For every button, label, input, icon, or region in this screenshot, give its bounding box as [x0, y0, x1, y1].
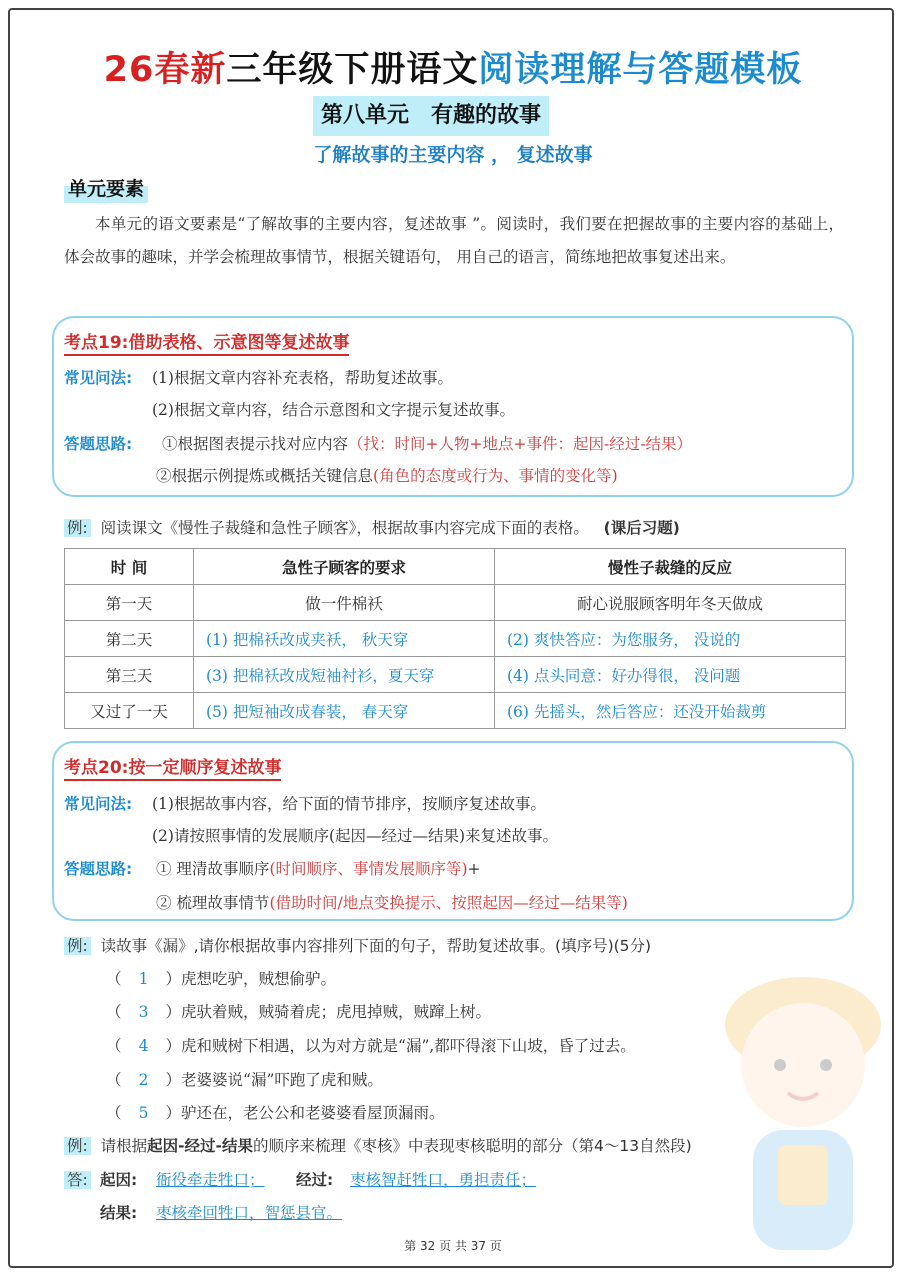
kp19-t1: ①根据图表提示找对应内容（找：时间+人物+地点+事件：起因-经过-结果） — [162, 435, 692, 453]
page-title: 26春新三年级下册语文阅读理解与答题模板 — [103, 50, 803, 90]
kp20-t1: ① 理清故事顺序(时间顺序、事情发展顺序等)+ — [156, 860, 481, 878]
table-row: 第一天 做一件棉袄 耐心说服顾客明年冬天做成 — [65, 585, 846, 621]
kp20-q2: (2)请按照事情的发展顺序(起因—经过—结果)来复述故事。 — [152, 827, 559, 845]
example1: 例: 阅读课文《慢性子裁缝和急性子顾客》，根据故事内容完成下面的表格。 (课后习题) — [64, 516, 680, 538]
table-row: 第三天 (3) 把棉袄改成短袖衬衫，夏天穿 (4) 点头同意：好办得很， 没问题 — [65, 657, 846, 693]
list-item: （ 4 ）虎和贼树下相遇，以为对方就是“漏”,都吓得滚下山坡，昏了过去。 — [106, 1037, 636, 1055]
cartoon-girl-icon — [708, 955, 898, 1255]
example2: 例: 读故事《漏》,请你根据故事内容排列下面的句子，帮助复述故事。(填序号)(5分) — [64, 934, 651, 956]
kp19-title: 考点19:借助表格、示意图等复述故事 — [64, 328, 349, 356]
kp19-t2: ②根据示例提炼或概括关键信息(角色的态度或行为、事情的变化等) — [156, 467, 618, 485]
list-item: （ 2 ）老婆婆说“漏”吓跑了虎和贼。 — [106, 1071, 383, 1089]
section-heading: 单元要素 — [64, 172, 148, 203]
answer-cause: 衙役牵走牲口； — [156, 1171, 265, 1189]
story-table — [64, 548, 846, 729]
page-footer: 第 32 页 共 37 页 — [404, 1239, 502, 1253]
kp20-q1: (1)根据故事内容，给下面的情节排序，按顺序复述故事。 — [152, 795, 546, 813]
table-row: 第二天 (1) 把棉袄改成夹袄， 秋天穿 (2) 爽快答应：为您服务， 没说的 — [65, 621, 846, 657]
kp19-q2: (2)根据文章内容，结合示意图和文字提示复述故事。 — [152, 401, 515, 419]
answer-result-label: 结果: — [100, 1204, 138, 1222]
kp20-common-label: 常见问法: — [64, 795, 133, 813]
list-item: （ 1 ）虎想吃驴，贼想偷驴。 — [106, 970, 337, 988]
intro-paragraph: 本单元的语文要素是“了解故事的主要内容，复述故事 ”。阅读时，我们要在把握故事的主要内容的基础上，体会故事的趣味，并学会梳理故事情节，根据关键语句， 用自己的语言，简练地把故事复述出来。 — [64, 215, 844, 266]
subtitle: 了解故事的主要内容 ， 复述故事 — [313, 144, 593, 166]
table-header-row: 时 间 急性子顾客的要求 慢性子裁缝的反应 — [65, 549, 846, 585]
list-item: （ 3 ）虎驮着贼，贼骑着虎；虎甩掉贼，贼蹿上树。 — [106, 1003, 492, 1021]
answer-process-label: 经过: — [296, 1171, 334, 1189]
unit-title: 第八单元 有趣的故事 — [313, 96, 549, 136]
kp20-think-label: 答题思路: — [64, 860, 133, 878]
answer-tag: 答: — [64, 1168, 91, 1190]
answer-cause-label: 起因: — [100, 1171, 138, 1189]
table-row: 又过了一天 (5) 把短袖改成春装， 春天穿 (6) 先摇头，然后答应：还没开始裁剪 — [65, 693, 846, 729]
kp19-q1: (1)根据文章内容补充表格，帮助复述故事。 — [152, 369, 453, 387]
answer-result: 枣核牵回牲口，智惩县官。 — [156, 1204, 343, 1222]
list-item: （ 5 ）驴还在，老公公和老婆婆看屋顶漏雨。 — [106, 1104, 445, 1122]
kp20-title: 考点20:按一定顺序复述故事 — [64, 753, 281, 781]
kp19-think-label: 答题思路: — [64, 435, 133, 453]
example3: 例: 请根据起因-经过-结果的顺序来梳理《枣核》中表现枣核聪明的部分（第4～13自然段) — [64, 1134, 692, 1156]
kp19-common-label: 常见问法: — [64, 369, 133, 387]
answer-process: 枣核智赶牲口，勇担责任； — [350, 1171, 537, 1189]
kp20-t2: ② 梳理故事情节(借助时间/地点变换提示、按照起因—经过—结果等) — [156, 894, 628, 912]
